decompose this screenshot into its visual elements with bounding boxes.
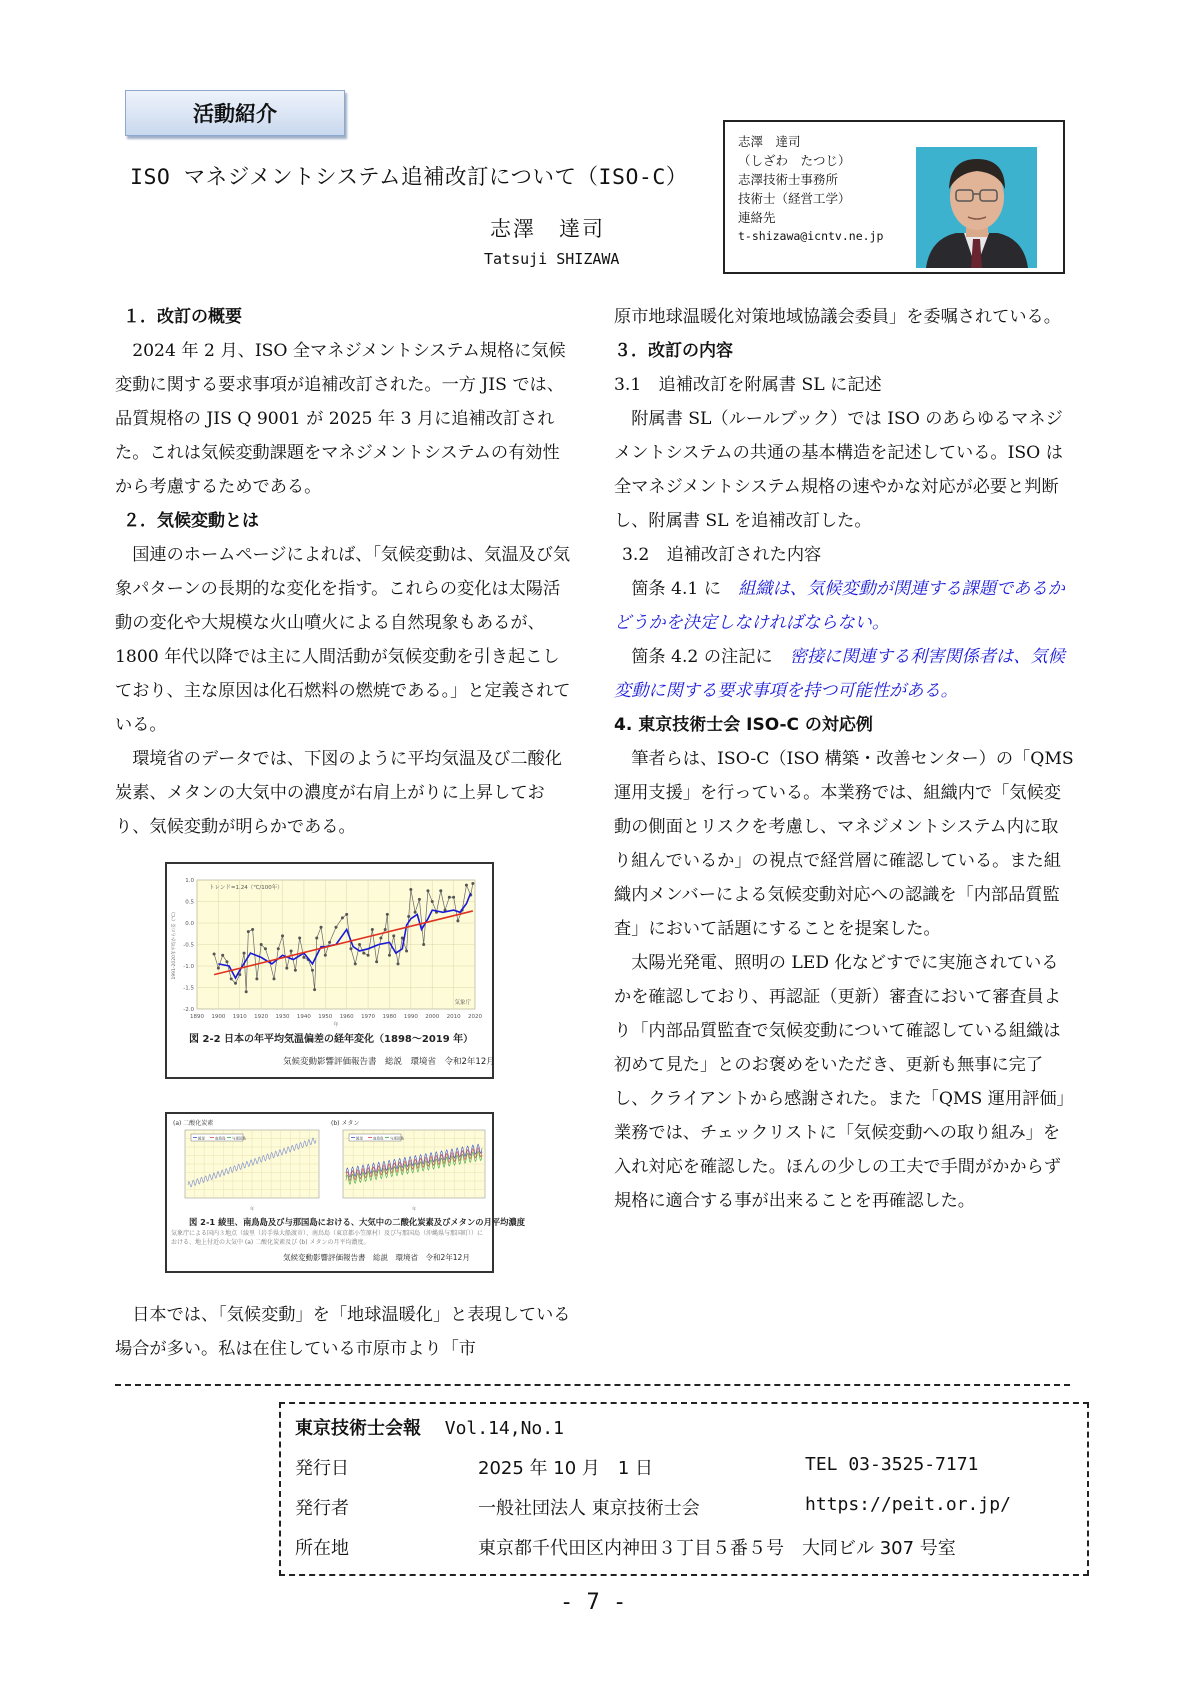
section-4-paragraph-2: 太陽光発電、照明の LED 化などすでに実施されているかを確認しており、再認証（更新）審査において審査員より「内部品質監査で気候変動について確認している組織は初めて見た」とのお褒めをいただき、更新も無事に完了し、クライアントから感謝された。また「QMS 運用評価」業務では、チェックリストに「気候変動への取り組み」を入れ対応を確認した。ほんの少しの工夫で手間がかからず規格に適合する事が出来ることを再確認した。 (614, 953, 1074, 1211)
x-tick-label: 1990 (403, 1014, 418, 1020)
data-point (302, 956, 305, 959)
data-point (313, 988, 316, 991)
data-point (281, 934, 284, 937)
data-point (290, 949, 293, 952)
x-tick-label: 1900 (211, 1014, 226, 1020)
data-point (243, 952, 246, 955)
publisher-label: 発行者 (295, 1498, 349, 1519)
y-tick-label: -0.5 (183, 942, 194, 949)
data-point (362, 952, 365, 955)
profile-office: 志澤技術士事務所 (738, 172, 839, 187)
article-title: ISO マネジメントシステム追補改訂について（ISO-C） (130, 165, 688, 190)
publication-date: 2025 年 10 月 1 日 (478, 1458, 654, 1479)
legend-label: 綾里 (198, 1136, 205, 1141)
address: 東京都千代田区内神田３丁目５番５号 大同ビル 307 号室 (478, 1538, 956, 1559)
figure-co2-methane (165, 1112, 526, 1273)
profile-email[interactable]: t-shizawa@icntv.ne.jp (738, 229, 884, 243)
y-tick-label: -2.0 (183, 1007, 194, 1013)
x-axis-label: 年 (412, 1206, 416, 1211)
section-4-paragraph-1: 筆者らは、ISO-C（ISO 構築・改善センター）の「QMS 運用支援」を行っている。本業務では、組織内で「気候変動の側面とリスクを考慮し、マネジメントシステム内に取り組んでいるか」の視点で経営層に確認している。また組織内メンバーによる気候変動対応への認識を「内部品質監査」において話題にすることを提案した。 (614, 749, 1074, 939)
profile-qualification: 技術士（経営工学） (738, 191, 851, 206)
data-point (418, 898, 421, 901)
author-name-en: Tatsuji SHIZAWA (484, 250, 620, 268)
data-point (251, 928, 254, 931)
colophon-box (279, 1402, 1089, 1576)
clause-4-1-text: 組織は、気候変動が関連する課題であるかどうかを決定しなければならない。 (614, 579, 1065, 633)
address-label: 所在地 (295, 1538, 349, 1559)
x-tick-label: 1940 (296, 1014, 311, 1020)
section-2-paragraph-2: 環境省のデータでは、下図のように平均気温及び二酸化炭素、メタンの大気中の濃度が右肩上がりに上昇しており、気候変動が明らかである。 (115, 749, 562, 837)
category-label: 活動紹介 (193, 102, 277, 126)
data-point (255, 977, 258, 980)
author-photo (916, 147, 1037, 268)
x-tick-label: 1950 (318, 1014, 333, 1020)
data-point (221, 954, 224, 957)
data-point (311, 969, 314, 972)
section-divider (115, 1384, 1070, 1386)
figure-temperature-anomaly (165, 862, 494, 1079)
data-point (392, 934, 395, 937)
figure-2-note: 気象庁による国内３地点（綾里（岩手県大船渡市）、南鳥島（東京都小笠原村）及び与那国島（沖縄県与那国町））における、地上付近の大気中 (a) 二酸化炭素及び (b) メタンの月平均濃度。 (171, 1230, 484, 1246)
journal-volume: Vol.14,No.1 (444, 1418, 564, 1439)
y-tick-label: 0.0 (185, 921, 194, 927)
data-point (397, 962, 400, 965)
author-profile-box (723, 120, 1065, 274)
data-point (405, 949, 408, 952)
data-point (375, 960, 378, 963)
data-point (213, 952, 216, 955)
credit-label: 気象庁 (454, 1000, 471, 1006)
figure-1-caption: 図 2-2 日本の年平均気温偏差の経年変化（1898～2019 年） (189, 1034, 474, 1045)
data-point (324, 954, 327, 957)
section-3-1-paragraph: 附属書 SL（ルールブック）では ISO のあらゆるマネジメントシステムの共通の基本構造を記述している。ISO は全マネジメントシステム規格の速やかな対応が必要と判断し、附属書 SL を追補改訂した。 (614, 409, 1063, 531)
data-point (471, 882, 474, 885)
data-point (388, 954, 391, 957)
data-point (371, 928, 374, 931)
data-point (354, 962, 357, 965)
y-tick-label: 1.0 (185, 878, 194, 884)
section-4-heading: 4. 東京技術士会 ISO-C の対応例 (614, 715, 873, 735)
data-point (247, 930, 250, 933)
clause-4-1 (614, 572, 1074, 640)
panel-title: (b) メタン (331, 1120, 360, 1127)
data-point (217, 967, 220, 970)
section-2-paragraph-1: 国連のホームページによれば、「気候変動は、気温及び気象パターンの長期的な変化を指す。これらの変化は太陽活動の変化や大規模な火山噴火による自然現象もあるが、1800 年代以降では主に人間活動が気候変動を引き起こしており、主な原因は化石燃料の燃焼である。」と定義されている。 (115, 545, 571, 735)
section-1-paragraph: 2024 年 2 月、ISO 全マネジメントシステム規格に気候変動に関する要求事項が追補改訂された。一方 JIS では、品質規格の JIS Q 9001 が 2025 年 3 月に追補改訂された。これは気候変動課題をマネジメントシステムの有効性から考慮するためである。 (115, 341, 566, 497)
legend-label: 南鳥島 (215, 1136, 226, 1141)
figure-1-source: 気候変動影響評価報告書 総説 環境省 令和2年12月 (283, 1057, 495, 1067)
data-point (439, 889, 442, 892)
profile-name: 志澤 達司 (738, 134, 801, 149)
clause-4-2-text: 密接に関連する利害関係者は、気候変動に関する要求事項を持つ可能性がある。 (614, 647, 1065, 701)
figure-2-caption: 図 2-1 綾里、南鳥島及び与那国島における、大気中の二酸化炭素及びメタンの月平均濃度 (189, 1217, 526, 1227)
data-point (245, 990, 248, 993)
profile-reading: （しざわ たつじ） (738, 153, 851, 168)
legend-label: 南鳥島 (373, 1136, 384, 1141)
clause-4-1-prefix: 箇条 4.1 に (631, 579, 739, 599)
x-tick-label: 1930 (275, 1014, 290, 1020)
section-3-1-heading: 3.1 追補改訂を附属書 SL に記述 (614, 375, 882, 395)
x-axis-label: 年 (250, 1206, 254, 1211)
clause-4-2-prefix: 箇条 4.2 の注記に (631, 647, 790, 667)
temperature-anomaly-chart (167, 864, 492, 1029)
data-point (409, 888, 412, 891)
data-point (272, 977, 275, 980)
right-column (614, 300, 1074, 1218)
data-point (230, 977, 233, 980)
trend-annotation: トレンド=1.24（℃/100年） (209, 885, 283, 891)
left-column-continued (115, 1298, 575, 1366)
phone-number: TEL 03-3525-7171 (805, 1454, 979, 1475)
portrait-image (916, 147, 1037, 268)
y-axis-label: 1991-2020年平均からの差（℃） (172, 909, 177, 980)
x-tick-label: 1960 (339, 1014, 354, 1020)
data-point (277, 947, 280, 950)
legend-label: 与那国島 (390, 1136, 404, 1141)
data-point (320, 926, 323, 929)
left-column (115, 300, 575, 844)
data-point (328, 941, 331, 944)
publisher-name: 一般社団法人 東京技術士会 (478, 1498, 700, 1519)
section-2-paragraph-3: 日本では、「気候変動」を「地球温暖化」と表現している場合が多い。私は在住している市原市より「市 (115, 1305, 571, 1359)
section-3-heading: ３．改訂の内容 (614, 341, 733, 361)
section-1-heading: １．改訂の概要 (123, 307, 242, 327)
legend-label: 与那国島 (232, 1136, 246, 1141)
data-point (407, 915, 410, 918)
y-tick-label: -1.0 (183, 964, 194, 970)
x-axis-label: 年 (333, 1022, 339, 1028)
data-point (294, 969, 297, 972)
section-3-2-heading: 3.2 追補改訂された内容 (622, 545, 822, 565)
y-tick-label: -1.5 (183, 985, 194, 992)
data-point (422, 943, 425, 946)
panel-title: (a) 二酸化炭素 (173, 1120, 214, 1127)
author-name-ja: 志澤 達司 (490, 217, 605, 241)
data-point (341, 916, 344, 919)
co2-methane-charts (167, 1114, 492, 1214)
profile-contact-label: 連絡先 (738, 210, 776, 225)
x-tick-label: 2020 (468, 1014, 482, 1020)
data-point (426, 889, 429, 892)
x-tick-label: 2000 (425, 1014, 440, 1020)
data-point (367, 954, 370, 957)
data-point (298, 937, 301, 940)
data-point (358, 943, 361, 946)
data-point (414, 911, 417, 914)
continued-paragraph: 原市地球温暖化対策地域協議会委員」を委嘱されている。 (614, 307, 1061, 327)
x-tick-label: 1920 (254, 1014, 269, 1020)
legend-label: 綾里 (356, 1136, 363, 1141)
website-link[interactable]: https://peit.or.jp/ (805, 1494, 1011, 1515)
data-point (384, 928, 387, 931)
category-banner (125, 90, 345, 136)
data-point (264, 947, 267, 950)
data-point (379, 937, 382, 940)
data-point (345, 913, 348, 916)
data-point (349, 947, 352, 950)
figure-2-source: 気候変動影響評価報告書 総説 環境省 令和2年12月 (283, 1253, 470, 1262)
section-2-heading: ２．気候変動とは (123, 511, 259, 531)
clause-4-2 (614, 640, 1074, 708)
data-point (431, 900, 434, 903)
x-tick-label: 2010 (446, 1014, 461, 1020)
data-point (448, 896, 451, 899)
page-number: - 7 - (560, 1590, 627, 1615)
data-point (285, 967, 288, 970)
x-tick-label: 1970 (361, 1014, 376, 1020)
x-tick-label: 1910 (232, 1014, 247, 1020)
data-point (315, 937, 318, 940)
data-point (234, 982, 237, 985)
data-point (260, 943, 263, 946)
date-label: 発行日 (295, 1458, 349, 1479)
data-point (452, 896, 455, 899)
journal-name: 東京技術士会報 (295, 1418, 421, 1439)
x-tick-label: 1980 (382, 1014, 397, 1020)
data-point (335, 926, 338, 929)
x-tick-label: 1890 (190, 1014, 204, 1020)
data-point (456, 919, 459, 922)
data-point (225, 960, 228, 963)
data-point (465, 884, 468, 887)
y-tick-label: 0.5 (185, 899, 194, 906)
data-point (386, 913, 389, 916)
